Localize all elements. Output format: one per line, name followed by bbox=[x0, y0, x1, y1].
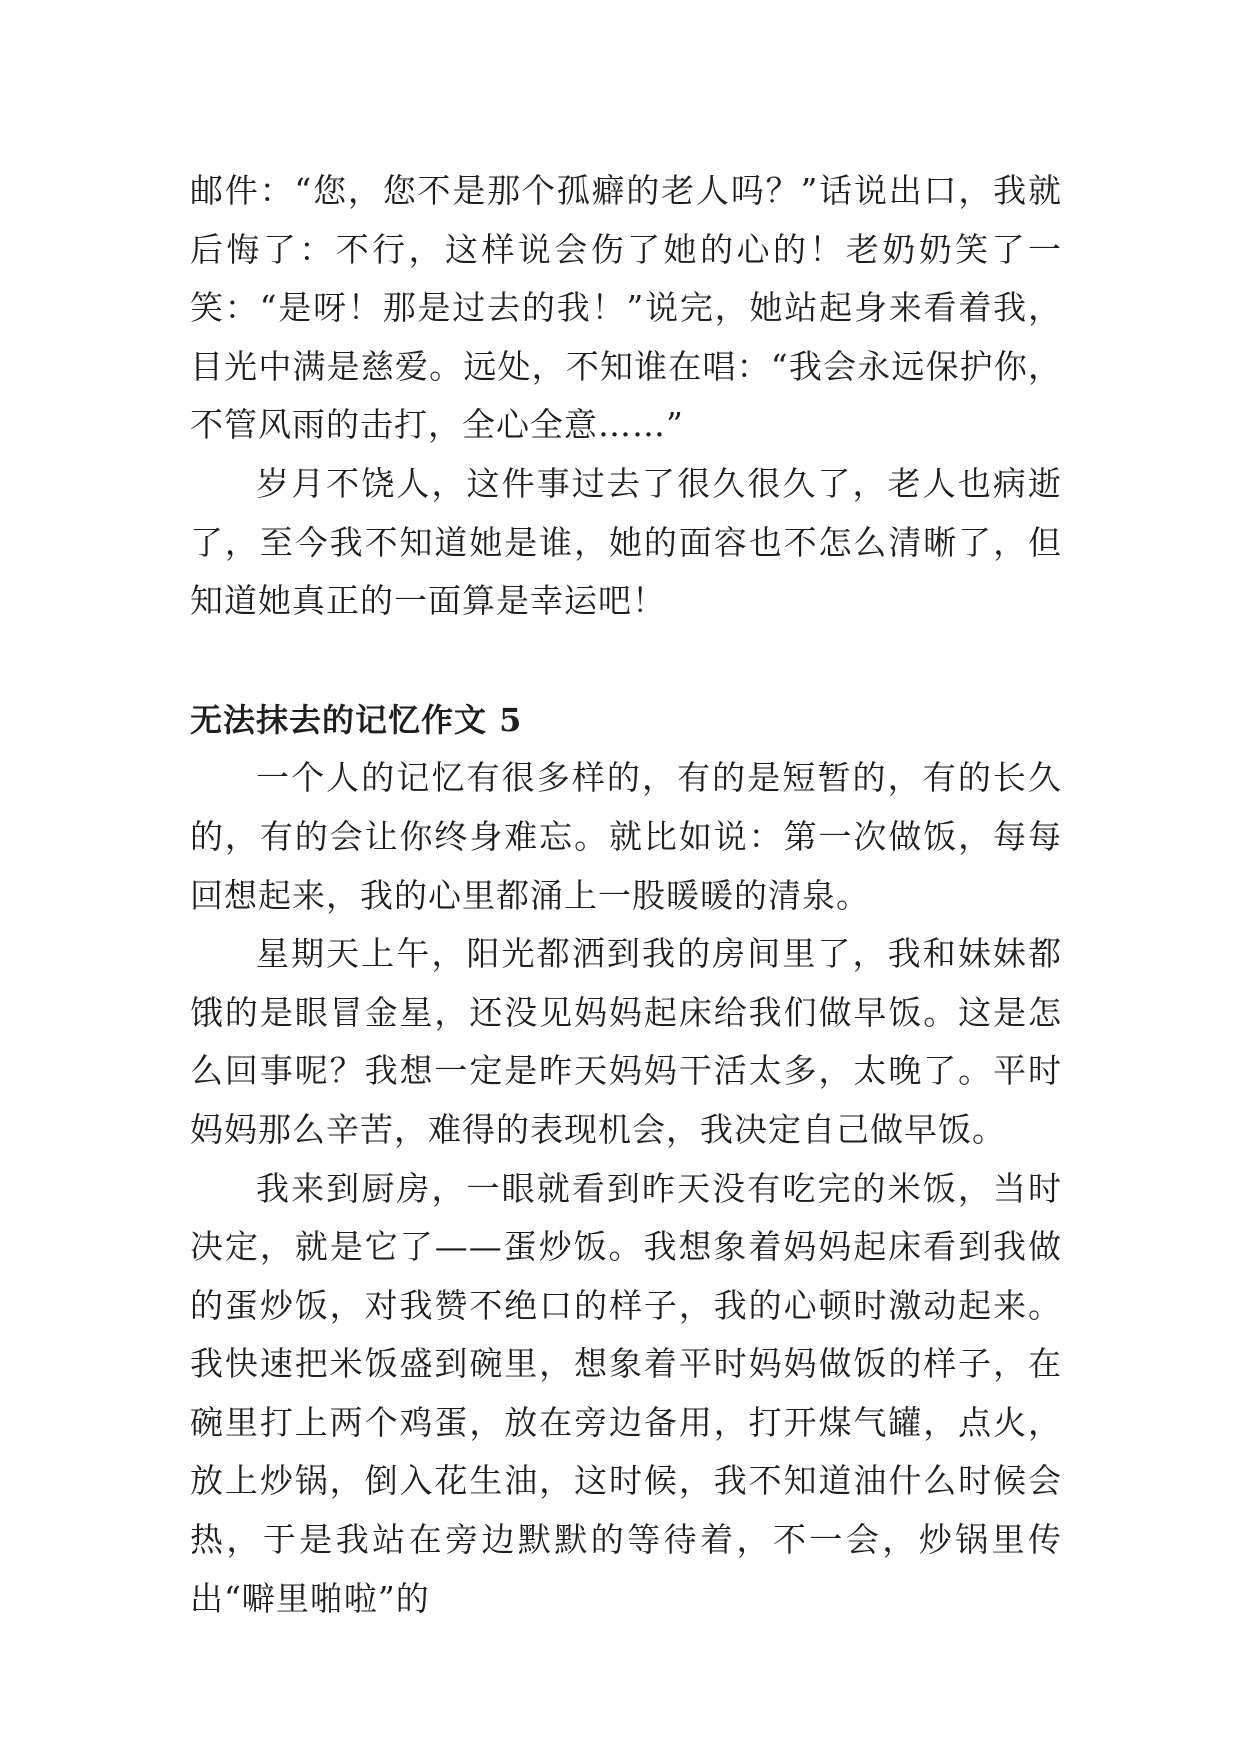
paragraph-memory-intro: 一个人的记忆有很多样的，有的是短暂的，有的长久的，有的会让你终身难忘。就比如说：第一次做饭，每每回想起来，我的心里都涌上一股暖暖的清泉。 bbox=[190, 758, 1062, 915]
paragraph-kitchen: 我来到厨房，一眼就看到昨天没有吃完的米饭，当时决定，就是它了——蛋炒饭。我想象着妈妈起床看到我做的蛋炒饭，对我赞不绝口的样子，我的心顿时激动起来。我快速把米饭盛到碗里，想象着平时妈妈做饭的样子，在碗里打上两个鸡蛋，放在旁边备用，打开煤气罐，点火，放上炒锅，倒入花生油，这时候，我不知道油什么时候会热，于是我站在旁边默默的等待着，不一会，炒锅里传出“噼里啪啦”的 bbox=[190, 1168, 1062, 1618]
section-heading: 无法抹去的记忆作文 5 bbox=[190, 700, 523, 739]
paragraph-sunday-morning: 星期天上午，阳光都洒到我的房间里了，我和妹妹都饿的是眼冒金星，还没见妈妈起床给我们做早饭。这是怎么回事呢？我想一定是昨天妈妈干活太多，太晚了。平时妈妈那么辛苦，难得的表现机会，我决定自己做早饭。 bbox=[190, 934, 1062, 1149]
paragraph-mail-dialogue: 邮件：“您，您不是那个孤癖的老人吗？”话说出口，我就后悔了：不行，这样说会伤了她的心的！老奶奶笑了一笑：“是呀！那是过去的我！”说完，她站起身来看着我，目光中满是慈爱。远处，不知谁在唱：“我会永远保护你，不管风雨的击打，全心全意……” bbox=[190, 171, 1062, 445]
paragraph-years-pass: 岁月不饶人，这件事过去了很久很久了，老人也病逝了，至今我不知道她是谁，她的面容也不怎么清晰了，但知道她真正的一面算是幸运吧！ bbox=[190, 463, 1062, 621]
document-body bbox=[190, 162, 1062, 1628]
